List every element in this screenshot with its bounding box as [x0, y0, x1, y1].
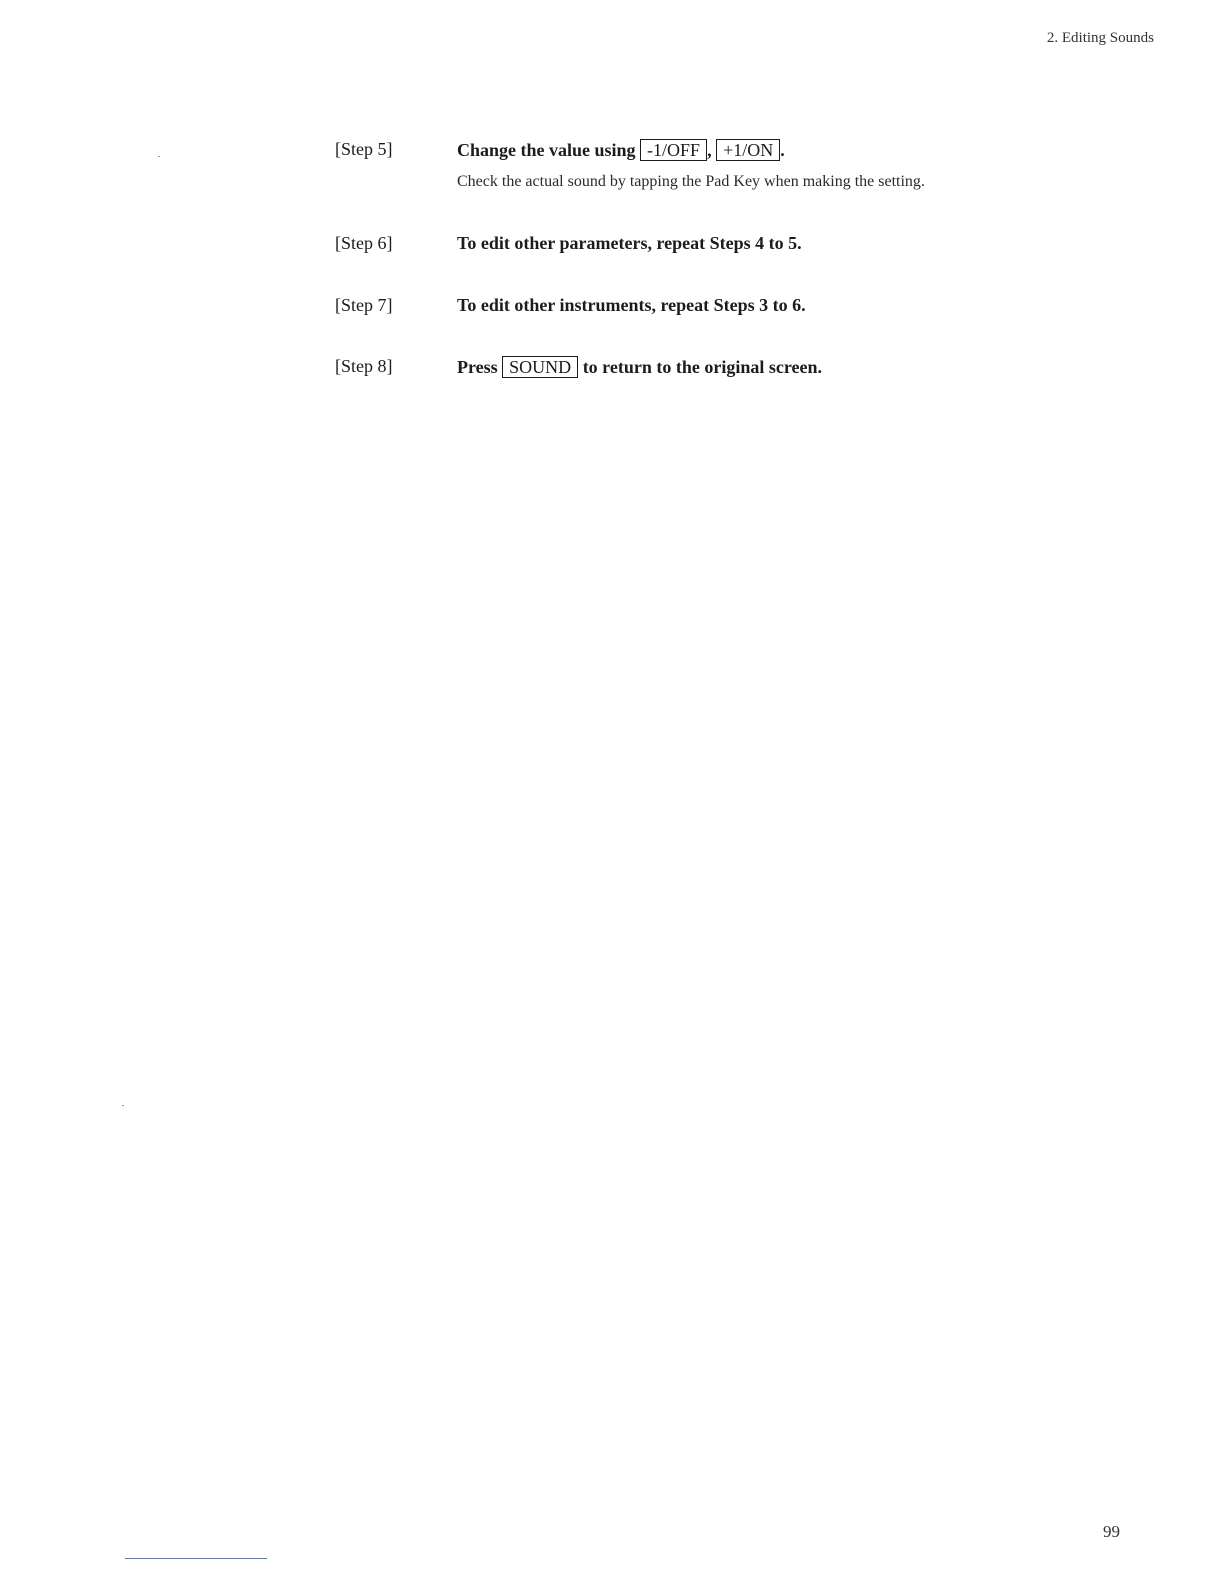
step-5-instruction-text: Change the value using — [457, 140, 636, 160]
step-6-body — [457, 233, 1057, 254]
step-8-instruction — [457, 356, 1057, 378]
section-header: 2. Editing Sounds — [1046, 30, 1154, 46]
step-5-label: [Step 5] — [335, 139, 393, 159]
step-8-instruction-prefix: Press — [457, 357, 498, 377]
sound-key: SOUND — [502, 356, 578, 378]
step-7-instruction: To edit other instruments, repeat Steps 3 to 6. — [457, 295, 806, 315]
plus-1-on-key: +1/ON — [716, 139, 780, 161]
page-number: 99 — [1103, 1522, 1120, 1541]
step-8-instruction-suffix: to return to the original screen. — [582, 357, 822, 377]
step-5-body — [457, 139, 1057, 191]
step-5-note: Check the actual sound by tapping the Pad Key when making the setting. — [457, 173, 925, 190]
step-5-instruction — [457, 139, 1057, 161]
key-separator: , — [707, 140, 712, 160]
step-8-label: [Step 8] — [335, 356, 393, 376]
step-7-body — [457, 295, 1057, 316]
step-8-body — [457, 356, 1057, 378]
scan-speck — [158, 156, 160, 157]
step-6-label: [Step 6] — [335, 233, 393, 253]
minus-1-off-key: -1/OFF — [640, 139, 707, 161]
step-6-instruction: To edit other parameters, repeat Steps 4 to 5. — [457, 233, 802, 253]
footer-rule — [125, 1558, 267, 1559]
step-7-label: [Step 7] — [335, 295, 393, 315]
scan-speck — [122, 1105, 124, 1106]
instruction-period: . — [780, 140, 785, 160]
